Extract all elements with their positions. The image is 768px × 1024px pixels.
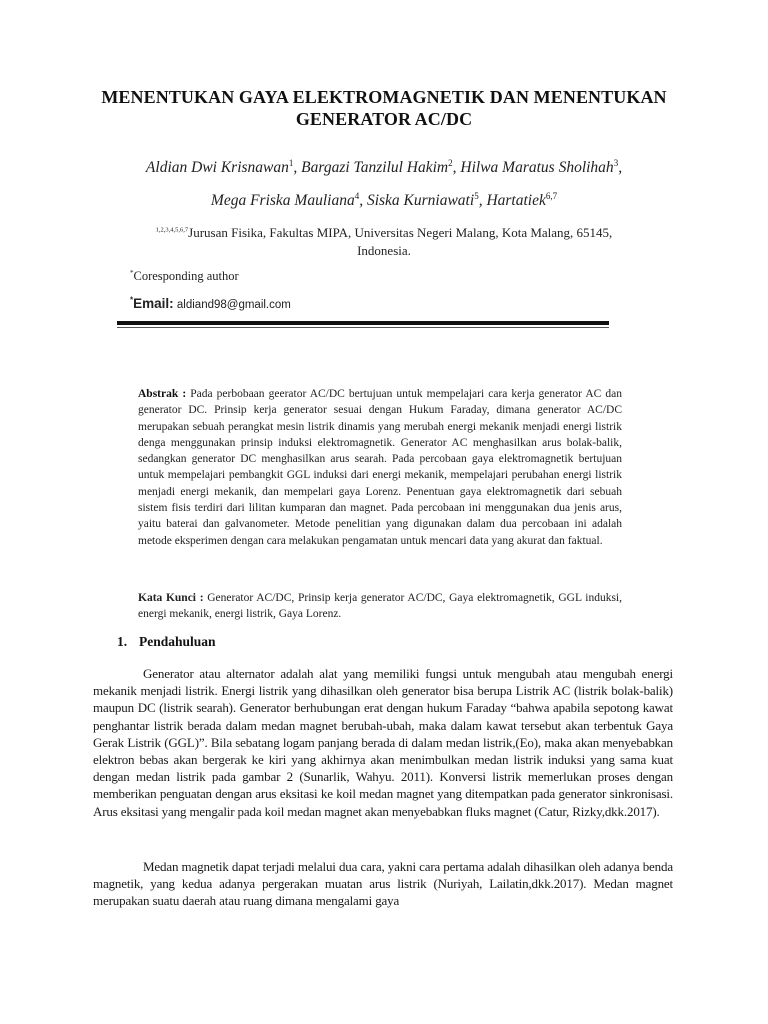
section-heading: Pendahuluan	[139, 634, 216, 649]
affiliation-line-2: Indonesia.	[357, 243, 411, 258]
author-line-1: Aldian Dwi Krisnawan$^1$, Bargazi Tanzilul Hakim$^2$, Hilwa Maratus Sholihah$^3$,	[145, 157, 623, 176]
title-line-1: MENENTUKAN GAYA ELEKTROMAGNETIK DAN MENENTUKAN	[101, 87, 667, 107]
keywords-label: Kata Kunci :	[138, 592, 204, 604]
keywords	[138, 590, 622, 623]
corresponding-mark: *	[130, 268, 134, 277]
author-affil-mark: 1	[288, 157, 294, 168]
corresponding-author-note	[130, 269, 239, 284]
author-affil-mark: 2	[448, 157, 453, 168]
author-name: Siska Kurniawati	[366, 192, 475, 209]
abstract	[138, 386, 622, 549]
author-affil-mark: 5	[474, 190, 479, 201]
header-divider-thin	[117, 327, 609, 328]
author-name: Hilwa Maratus Sholihah	[460, 159, 614, 176]
author-line-2: Mega Friska Mauliana$^4$, Siska Kurniawati$^5$, Hartatiek$^{6,7}$	[210, 190, 558, 209]
email-mark: *	[130, 295, 134, 305]
email-label: *Email:	[130, 295, 174, 311]
section-number: 1.	[117, 634, 128, 649]
author-affil-mark: 3	[613, 157, 619, 168]
affiliation-marks: 1,2,3,4,5,6,7	[155, 226, 189, 234]
body-paragraph: Medan magnetik dapat terjadi melalui dua cara, yakni cara pertama adalah dihasilkan oleh adanya benda magnetik, yang kedua adanya pergerakan muatan arus listrik (Nuriyah, Lailatin,dkk.2017). Medan magnet merupakan suatu daerah atau ruang dimana mengalami gaya	[93, 859, 673, 909]
author-name: Bargazi Tanzilul Hakim	[301, 159, 449, 176]
header-divider-thick	[117, 321, 609, 325]
email-address[interactable]: aldiand98@gmail.com	[176, 299, 291, 311]
paper-title	[80, 86, 688, 130]
email-line	[130, 296, 291, 312]
author-name: Mega Friska Mauliana	[210, 192, 355, 209]
author-affil-mark: 4	[354, 190, 360, 201]
keywords-text: Generator AC/DC, Prinsip kerja generator AC/DC, Gaya elektromagnetik, GGL induksi, energi mekanik, energi listrik, Gaya Lorenz.	[138, 592, 623, 621]
corresponding-text: Coresponding author	[133, 269, 239, 283]
affiliation-line-1: Jurusan Fisika, Fakultas MIPA, Universitas Negeri Malang, Kota Malang, 65145,	[188, 225, 613, 240]
abstract-label: Abstrak :	[138, 388, 187, 400]
author-affil-mark: 6,7	[545, 190, 558, 201]
title-line-2: GENERATOR AC/DC	[295, 109, 473, 129]
abstract-text: Pada perbobaan geerator AC/DC bertujuan untuk mempelajari cara kerja generator AC dan generator DC. Prinsip kerja generator sesuai dengan Hukum Faraday, dimana generator AC/DC merupakan sebuah perangkat mesin listrik dinamis yang merubah energi mekanik menjadi energi listrik denga menggunakan prinsip induksi elektromagnetik. Generator AC menghasilkan arus bolak-balik, sedangkan generator DC menghasilkan arus searah. Pada percobaan gaya elektromagnetik bertujuan untuk mempelajari pembangkit GGL induksi dari energi mekanik, mempelajari perubahan energi listrik menjadi energi mekanik, dan mempelari gaya Lorenz. Penentuan gaya elektromagnetik dari sebuah sistem fisis terdiri dari lilitan kumparan dan magnet. Pada percobaan ini menggunakan dua jenis arus, yaitu baterai dan galvanometer. Metode penelitian yang digunakan dalam dua percobaan ini adalah metode eksperimen dengan cara melakukan pengamatan untuk mencari data yang akurat dan faktual.	[138, 388, 622, 547]
affiliation	[130, 224, 638, 260]
author-name: Aldian Dwi Krisnawan	[145, 159, 289, 176]
body-paragraph: Generator atau alternator adalah alat yang memiliki fungsi untuk mengubah atau mengubah energi mekanik menjadi listrik. Energi listrik yang dihasilkan oleh generator bisa berupa Listrik AC (listrik bolak-balik) maupun DC (listrik searah). Generator berhubungan erat dengan hukum Faraday “bahwa apabila sepotong kawat penghantar listrik berada dalam medan magnet berubah-ubah, maka dalam kawat tersebut akan terbentuk Gaya Gerak Listrik (GGL)”. Bila sebatang logam panjang berada di dalam medan listrik,(Eo), maka akan menyebabkan elektron bebas akan bergerak ke kiri yang akhirnya akan menimbulkan medan listrik induksi yang sama kuat dengan medan listrik pada gambar 2 (Sunarlik, Wahyu. 2011). Konversi listrik memerlukan proses dengan memberikan penguatan dengan arus eksitasi ke koil medan magnet yang ditempatkan pada generator sinkronisasi. Arus eksitasi yang mengalir pada koil medan magnet akan menyebabkan fluks magnet (Catur, Rizky,dkk.2017).	[93, 666, 673, 819]
author-name: Hartatiek	[486, 192, 546, 209]
